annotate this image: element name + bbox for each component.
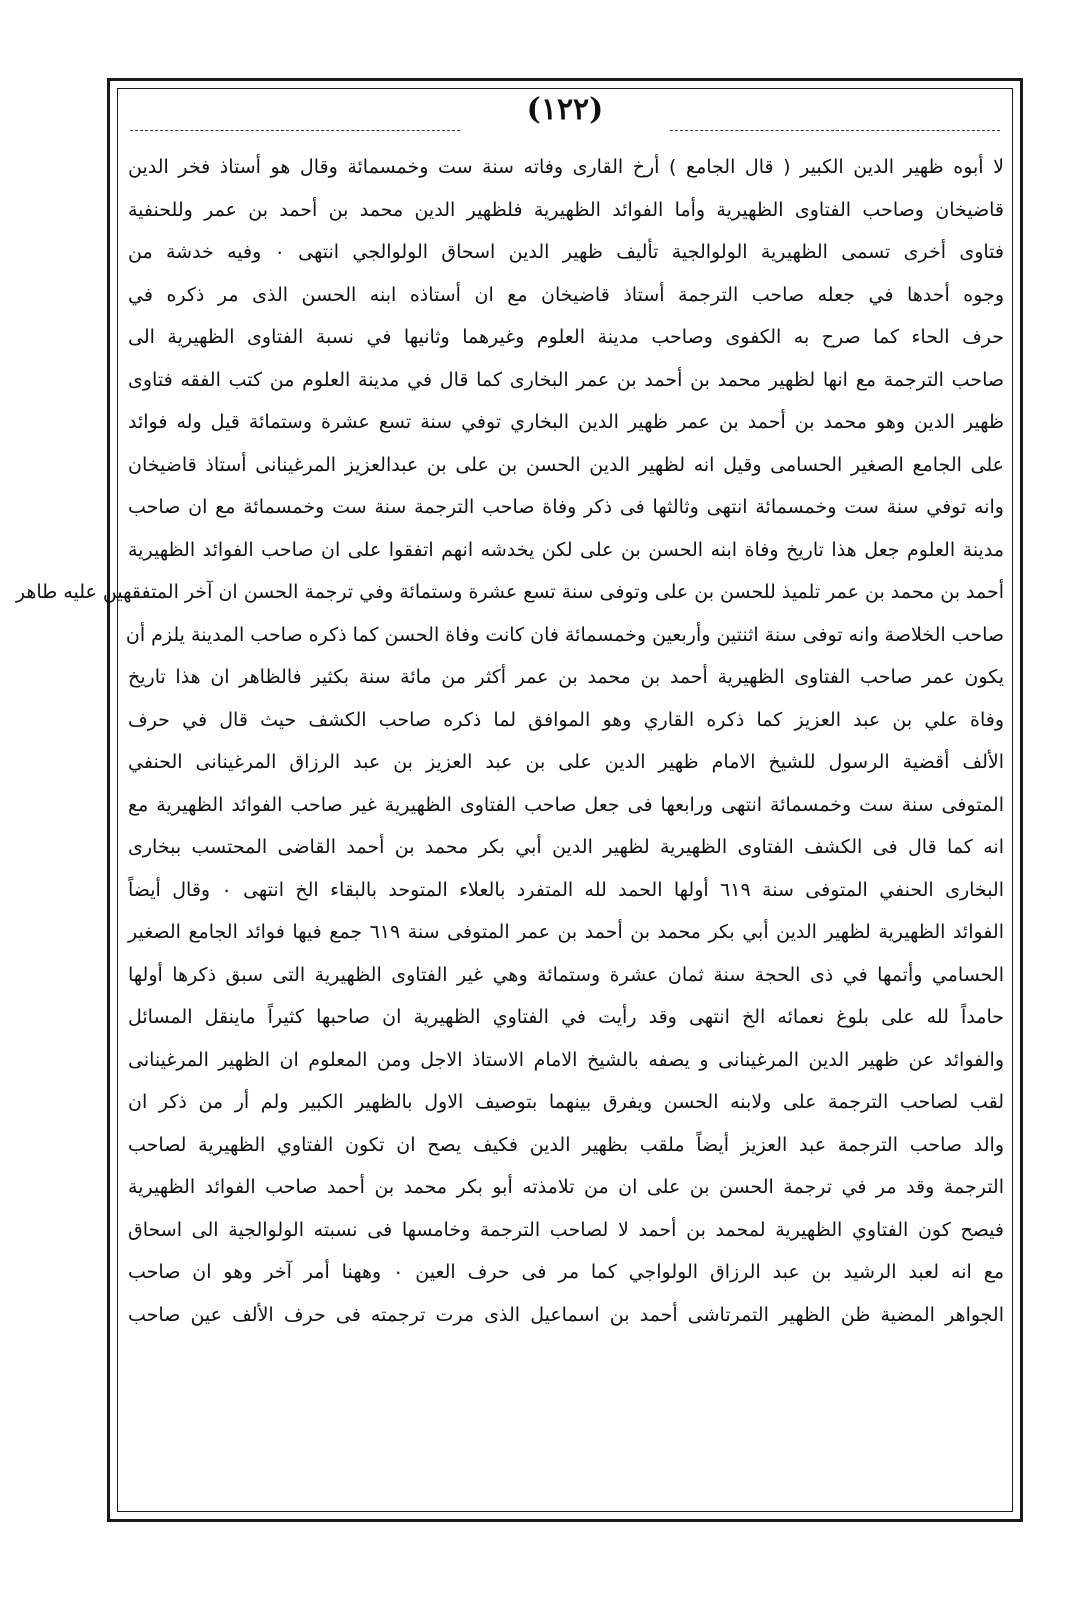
text-line: وفاة علي بن عبد العزيز كما ذكره القاري وهو الموافق لما ذكره صاحب الكشف حيث قال في حرف bbox=[128, 708, 1004, 731]
text-line: مدينة العلوم جعل هذا تاريخ وفاة ابنه الحسن بن على لكن يخدشه انهم اتفقوا على ان صاحب الفوائد الظهيرية bbox=[128, 538, 1004, 561]
text-line: قاضيخان وصاحب الفتاوى الظهيرية وأما الفوائد الظهيرية فلظهير الدين محمد بن أحمد بن عمر وللحنفية bbox=[128, 198, 1004, 221]
body-text bbox=[15, 146, 1010, 1336]
text-line: المتوفى سنة ست وخمسمائة انتهى ورابعها فى جعل صاحب الفتاوى الظهيرية غير صاحب الفوائد الظهيرية مع bbox=[128, 793, 1004, 816]
text-line: فيصح كون الفتاوي الظهيرية لمحمد بن أحمد لا لصاحب الترجمة وخامسها فى نسبته الولوالجية الى اسحاق bbox=[128, 1218, 1004, 1241]
header-rule-right bbox=[670, 130, 1000, 131]
text-line: الألف أقضية الرسول للشيخ الامام ظهير الدين على بن عبد العزيز بن عبد الرزاق المرغينانى الحنفي bbox=[128, 751, 1004, 773]
text-line: حرف الحاء كما صرح به الكفوى وصاحب مدينة العلوم وغيرهما وثانيها في نسبة الفتاوى الظهيرية الى bbox=[128, 326, 1004, 348]
text-line: الجواهر المضية ظن الظهير التمرتاشى أحمد بن اسماعيل الذى مرت ترجمته فى حرف الألف عين صاحب bbox=[128, 1303, 1004, 1326]
text-line: على الجامع الصغير الحسامى وقيل انه لظهير الدين الحسن بن على بن عبدالعزيز المرغينانى أستاذ قاضيخان bbox=[128, 453, 1004, 476]
text-line: والفوائد عن ظهير الدين المرغينانى و يصفه بالشيخ الامام الاستاذ الاجل ومن المعلوم ان الظهير المرغينانى bbox=[128, 1048, 1004, 1071]
text-line: صاحب الخلاصة وانه توفى سنة اثنتين وأربعين وخمسمائة فان كانت وفاة الحسن كما ذكره صاحب المدينة يلزم أن bbox=[125, 623, 1004, 646]
text-line: والد صاحب الترجمة عبد العزيز أيضاً ملقب بظهير الدين فكيف يصح ان تكون الفتاوي الظهيرية لصاحب bbox=[128, 1133, 1004, 1156]
page-header bbox=[130, 90, 1000, 134]
text-line: الفوائد الظهيرية لظهير الدين أبي بكر محمد بن أحمد بن عمر المتوفى سنة ٦١٩ جمع فيها فوائد الجامع الصغير bbox=[128, 921, 1004, 943]
text-line: انه كما قال فى الكشف الفتاوى الظهيرية لظهير الدين أبي بكر محمد بن أحمد القاضى المحتسب ببخارى bbox=[128, 836, 1004, 858]
page-number: (١٢٢) bbox=[526, 92, 604, 127]
text-line: الترجمة وقد مر في ترجمة الحسن بن على ان من تلامذته أبو بكر محمد بن أحمد صاحب الفوائد الظهيرية bbox=[128, 1176, 1004, 1198]
header-rule-left bbox=[130, 130, 460, 131]
text-line: حامداً لله على بلوغ نعمائه الخ انتهى وقد رأيت في الفتاوي الظهيرية ان صاحبها كثيراً ماينقل المسائل bbox=[128, 1006, 1004, 1028]
text-line: وجوه أحدها في جعله صاحب الترجمة أستاذ قاضيخان مع ان أستاذه ابنه الحسن الذى مر ذكره في bbox=[128, 283, 1004, 306]
text-line: لا أبوه ظهير الدين الكبير ( قال الجامع ) أرخ القارى وفاته سنة ست وخمسمائة وقال هو أستاذ فخر الدين bbox=[128, 156, 1004, 178]
text-line: أحمد بن محمد بن عمر تلميذ للحسن بن على وتوفى سنة تسع عشرة وستمائة وفي ترجمة الحسن ان آخر المتفقهين عليه طاهر bbox=[15, 581, 1004, 603]
text-line: الحسامي وأتمها في ذى الحجة سنة ثمان عشرة وستمائة وهي غير الفتاوى الظهيرية التى سبق ذكرها أولها bbox=[128, 963, 1004, 986]
text-line: لقب لصاحب الترجمة على ولابنه الحسن ويفرق بينهما بتوصيف الاول بالظهير الكبير ولم أر من ذكر ان bbox=[128, 1091, 1004, 1113]
text-line: ظهير الدين وهو محمد بن أحمد بن عمر ظهير الدين البخاري توفي سنة تسع عشرة وستمائة قيل وله فوائد bbox=[128, 411, 1004, 433]
text-line: فتاوى أخرى تسمى الظهيرية الولوالجية تأليف ظهير الدين اسحاق الولوالجي انتهى ٠ وفيه خدشة من bbox=[128, 241, 1004, 263]
text-line: يكون عمر صاحب الفتاوى الظهيرية أحمد بن محمد بن عمر أكثر من مائة سنة بكثير فالظاهر ان هذا تاريخ bbox=[128, 666, 1004, 688]
text-line: البخارى الحنفي المتوفى سنة ٦١٩ أولها الحمد لله المتفرد بالعلاء المتوحد بالبقاء الخ انتهى ٠ وقال أيضاً bbox=[128, 878, 1004, 901]
text-line: صاحب الترجمة مع انها لظهير محمد بن أحمد بن عمر البخارى كما قال في مدينة العلوم من كتب الفقه فتاوى bbox=[128, 368, 1004, 391]
text-line: مع انه لعبد الرشيد بن عبد الرزاق الولواجي كما مر فى حرف العين ٠ وههنا أمر آخر وهو ان صاحب bbox=[128, 1261, 1004, 1283]
text-line: وانه توفي سنة ست وخمسمائة انتهى وثالثها فى ذكر وفاة صاحب الترجمة سنة ست وخمسمائة مع ان صاحب bbox=[128, 496, 1004, 518]
